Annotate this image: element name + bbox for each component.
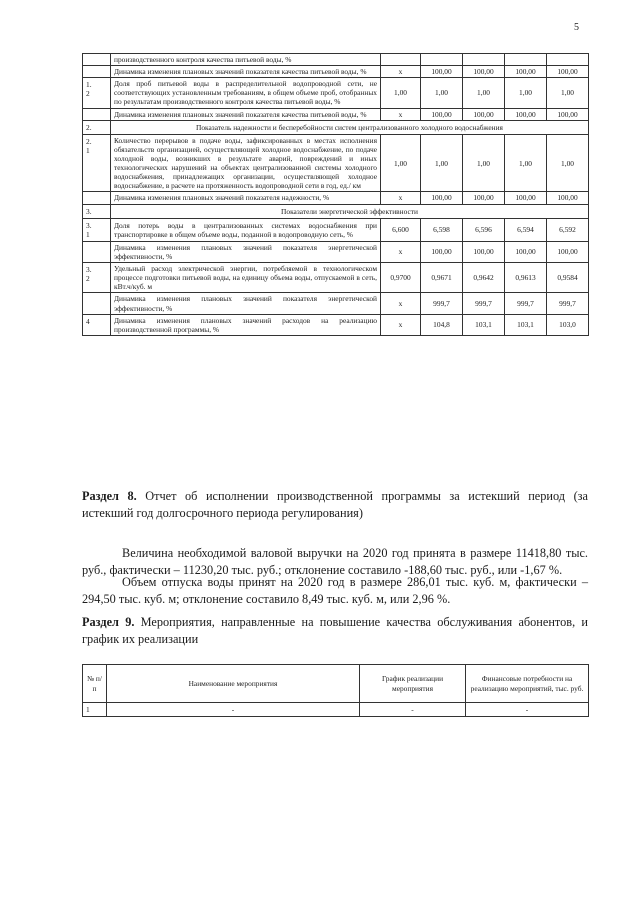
description-cell: Динамика изменения плановых значений показателя надежности, %: [111, 192, 381, 204]
value-cell: 100,00: [463, 66, 505, 78]
group-header-row: [83, 204, 589, 218]
value-cell: x: [381, 314, 421, 335]
value-cell: 100,00: [547, 108, 589, 120]
value-cell: x: [381, 66, 421, 78]
value-cell: 6,598: [421, 218, 463, 241]
group-header-cell: Показатели энергетической эффективности: [111, 204, 589, 218]
value-cell: 1,00: [421, 134, 463, 192]
value-cell: 100,00: [505, 241, 547, 262]
value-cell: 100,00: [547, 192, 589, 204]
dynamics-row: [83, 293, 589, 314]
value-cell: 100,00: [421, 241, 463, 262]
row-number-cell: 2.: [83, 120, 111, 134]
measures-header-row: [83, 665, 589, 703]
value-cell: 100,00: [505, 66, 547, 78]
value-cell: [421, 54, 463, 66]
description-cell: Динамика изменения плановых значений расходов на реализацию производственной программы, %: [111, 314, 381, 335]
description-cell: Удельный расход электрической энергии, потребляемой в технологическом процессе подготовки питьевой воды, на единицу объема воды, отпускаемой в сеть, кВт.ч/куб. м: [111, 263, 381, 293]
row-number-cell: [83, 192, 111, 204]
value-cell: 100,00: [463, 108, 505, 120]
row-number-cell: [83, 66, 111, 78]
value-cell: 100,00: [547, 241, 589, 262]
value-cell: 1,00: [463, 134, 505, 192]
value-cell: 1,00: [505, 134, 547, 192]
revenue-paragraph: Величина необходимой валовой выручки на 2020 год принята в размере 11418,80 тыс. руб., фактически – 11230,20 тыс. руб.; отклонение составило -188,60 тыс. руб., или -1,67 %.: [82, 546, 588, 578]
description-cell: Динамика изменения плановых значений показателя энергетической эффективности, %: [111, 241, 381, 262]
water-volume-paragraph: Объем отпуска воды принят на 2020 год в размере 286,01 тыс. куб. м, фактически – 294,50 тыс. куб. м; отклонение составило 8,49 тыс. куб. м, или 2,96 %.: [82, 575, 588, 607]
row-number-cell: [83, 54, 111, 66]
row-number-cell: [83, 241, 111, 262]
value-cell: 1,00: [547, 134, 589, 192]
description-cell: Динамика изменения плановых значений показателя энергетической эффективности, %: [111, 293, 381, 314]
value-cell: 103,0: [547, 314, 589, 335]
page-number: 5: [574, 22, 579, 33]
value-cell: 103,1: [463, 314, 505, 335]
value-cell: [505, 54, 547, 66]
row-number-cell: [83, 293, 111, 314]
table-cell: -: [107, 703, 360, 717]
description-cell: Динамика изменения плановых значений показателя качества питьевой воды, %: [111, 108, 381, 120]
header-cell: Наименование мероприятия: [107, 665, 360, 703]
value-cell: 999,7: [421, 293, 463, 314]
dynamics-row: [83, 192, 589, 204]
value-cell: 100,00: [463, 192, 505, 204]
value-cell: 1,00: [547, 78, 589, 108]
value-cell: 100,00: [505, 108, 547, 120]
value-cell: 100,00: [421, 108, 463, 120]
value-cell: x: [381, 192, 421, 204]
dynamics-row: [83, 66, 589, 78]
row-number-cell: 2. 1: [83, 134, 111, 192]
value-cell: 1,00: [505, 78, 547, 108]
dynamics-row: [83, 241, 589, 262]
value-cell: 100,00: [421, 66, 463, 78]
value-cell: 6,596: [463, 218, 505, 241]
header-cell: Финансовые потребности на реализацию мероприятий, тыс. руб.: [466, 665, 589, 703]
value-cell: 6,594: [505, 218, 547, 241]
section-8-heading: [82, 488, 588, 523]
value-cell: 0,9613: [505, 263, 547, 293]
row-number-cell: 3. 2: [83, 263, 111, 293]
header-cell: График реализации мероприятия: [360, 665, 466, 703]
value-cell: 0,9584: [547, 263, 589, 293]
description-cell: производственного контроля качества питьевой воды, %: [111, 54, 381, 66]
value-cell: [547, 54, 589, 66]
section-8-title: Отчет об исполнении производственной программы за истекший период (за истекший год долгосрочного периода регулирования): [82, 489, 588, 521]
indicator-row: [83, 263, 589, 293]
value-cell: 100,00: [421, 192, 463, 204]
value-cell: 6,592: [547, 218, 589, 241]
table-cell: -: [360, 703, 466, 717]
value-cell: 999,7: [547, 293, 589, 314]
section-9-title: Мероприятия, направленные на повышение качества обслуживания абонентов, и график их реализации: [82, 615, 588, 647]
value-cell: 0,9642: [463, 263, 505, 293]
value-cell: 103,1: [505, 314, 547, 335]
indicator-row: [83, 78, 589, 108]
row-number-cell: 3. 1: [83, 218, 111, 241]
description-cell: Доля проб питьевой воды в распределительной водопроводной сети, не соответствующих установленным требованиям, в общем объеме проб, отобранных по результатам производственного контроля качества питьевой воды, %: [111, 78, 381, 108]
value-cell: x: [381, 293, 421, 314]
row-number-cell: 3.: [83, 204, 111, 218]
value-cell: [381, 54, 421, 66]
description-cell: Динамика изменения плановых значений показателя качества питьевой воды, %: [111, 66, 381, 78]
value-cell: 999,7: [463, 293, 505, 314]
value-cell: 0,9671: [421, 263, 463, 293]
section-8-label: Раздел 8.: [82, 489, 137, 503]
value-cell: 100,00: [505, 192, 547, 204]
description-cell: Количество перерывов в подаче воды, зафиксированных в местах исполнения обязательств организацией, осуществляющей холодное водоснабжение, по подаче холодной воды, возникших в результате аварий, повреждений и иных технологических нарушений на объектах централизованной системы холодного водоснабжения, принадлежащих организации, осуществляющей холодное водоснабжение, в расчете на протяженность водопроводной сети в год, ед./ км: [111, 134, 381, 192]
value-cell: 6,600: [381, 218, 421, 241]
indicator-row: [83, 314, 589, 335]
value-cell: 1,00: [421, 78, 463, 108]
description-cell: Доля потерь воды в централизованных системах водоснабжения при транспортировке в общем объеме воды, поданной в водопроводную сеть, %: [111, 218, 381, 241]
group-header-row: [83, 120, 589, 134]
group-header-cell: Показатель надежности и бесперебойности систем централизованного холодного водоснабжения: [111, 120, 589, 134]
value-cell: 999,7: [505, 293, 547, 314]
measures-table: [82, 664, 589, 717]
header-cell: № п/п: [83, 665, 107, 703]
value-cell: 0,9700: [381, 263, 421, 293]
dynamics-row: [83, 108, 589, 120]
row-number-cell: 1. 2: [83, 78, 111, 108]
value-cell: 1,00: [381, 78, 421, 108]
indicators-table: [82, 53, 589, 336]
section-9-label: Раздел 9.: [82, 615, 135, 629]
row-number-cell: 4: [83, 314, 111, 335]
measures-row: [83, 703, 589, 717]
indicator-row: [83, 134, 589, 192]
table-cell: 1: [83, 703, 107, 717]
value-cell: x: [381, 241, 421, 262]
value-cell: 1,00: [463, 78, 505, 108]
value-cell: 100,00: [547, 66, 589, 78]
value-cell: 100,00: [463, 241, 505, 262]
section-9-heading: [82, 614, 588, 649]
indicator-row: [83, 218, 589, 241]
value-cell: x: [381, 108, 421, 120]
value-cell: 1,00: [381, 134, 421, 192]
row-number-cell: [83, 108, 111, 120]
indicator-row: [83, 54, 589, 66]
value-cell: 104,8: [421, 314, 463, 335]
table-cell: -: [466, 703, 589, 717]
value-cell: [463, 54, 505, 66]
